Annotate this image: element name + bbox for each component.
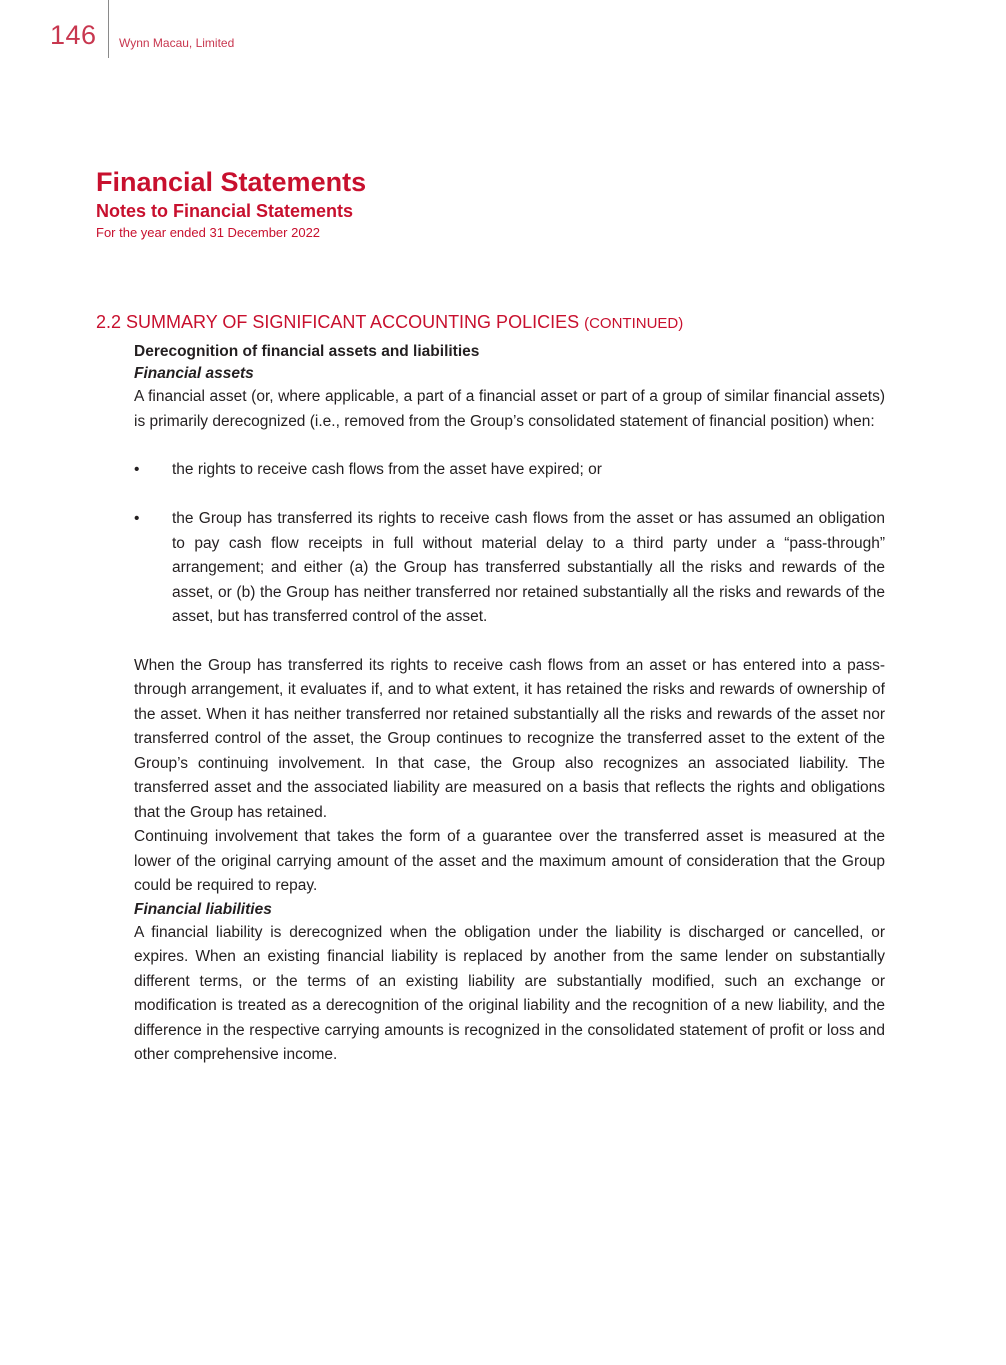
derecognition-heading: Derecognition of financial assets and liabilities <box>134 343 480 360</box>
financial-liabilities-heading: Financial liabilities <box>134 900 272 918</box>
transferred-rights-paragraph: When the Group has transferred its rights to receive cash flows from an asset or has entered into a pass-through arrangement, it evaluates if, and to what extent, it has retained the risks and rewards of ownership of the asset. When it has neither transferred nor retained substantially all the risks and rewards of the asset nor transferred control of the asset, the Group continues to recognize the transferred asset to the extent of the Group’s continuing involvement. In that case, the Group also recognizes an associated liability. The transferred asset and the associated liability are measured on a basis that reflects the rights and obligations that the Group has retained. <box>134 656 885 821</box>
bullet-icon: • <box>134 461 140 478</box>
list-item-text: the Group has transferred its rights to receive cash flows from the asset or has assumed an obligation to pay cash flow receipts in full without material delay to a third party under a “pass-through” arrangement; and either (a) the Group has transferred substantially all the risks and rewards of the asset, or (b) the Group has neither transferred nor retained substantially all the risks and rewards of the asset, but has transferred control of the asset. <box>172 510 885 625</box>
financial-liabilities-paragraph: A financial liability is derecognized when the obligation under the liability is discharged or cancelled, or expires. When an existing financial liability is replaced by another from the same lender on substantially different terms, or the terms of an existing liability are substantially modified, such an exchange or modification is treated as a derecognition of the original liability and the recognition of a new liability, and the difference in the respective carrying amounts is recognized in the consolidated statement of profit or loss and other comprehensive income. <box>134 923 885 1063</box>
bullet-icon: • <box>134 510 140 527</box>
financial-assets-intro: A financial asset (or, where applicable, a part of a financial asset or part of a group of similar financial assets) is primarily derecognized (i.e., removed from the Group’s consolidated statement of financial position) when: <box>134 388 885 430</box>
list-item <box>134 507 885 630</box>
page-subtitle: Notes to Financial Statements <box>96 201 354 221</box>
section-content <box>134 341 885 1068</box>
list-item <box>134 458 885 483</box>
section-heading <box>96 311 683 335</box>
reporting-period: For the year ended 31 December 2022 <box>96 225 321 240</box>
derecognition-conditions-list <box>134 458 885 630</box>
continued-label: (CONTINUED) <box>584 315 684 332</box>
list-item-text: the rights to receive cash flows from the asset have expired; or <box>172 461 602 478</box>
company-name: Wynn Macau, Limited <box>119 36 235 50</box>
title-block <box>96 166 366 241</box>
page-number: 146 <box>50 20 97 50</box>
financial-assets-heading: Financial assets <box>134 365 254 382</box>
section-title: 2.2 SUMMARY OF SIGNIFICANT ACCOUNTING POLICIES <box>96 312 580 332</box>
page-title: Financial Statements <box>96 167 367 197</box>
header-divider <box>108 0 109 58</box>
continuing-involvement-paragraph: Continuing involvement that takes the form of a guarantee over the transferred asset is measured at the lower of the original carrying amount of the asset and the maximum amount of consideration that the Group could be required to repay. <box>134 828 885 894</box>
